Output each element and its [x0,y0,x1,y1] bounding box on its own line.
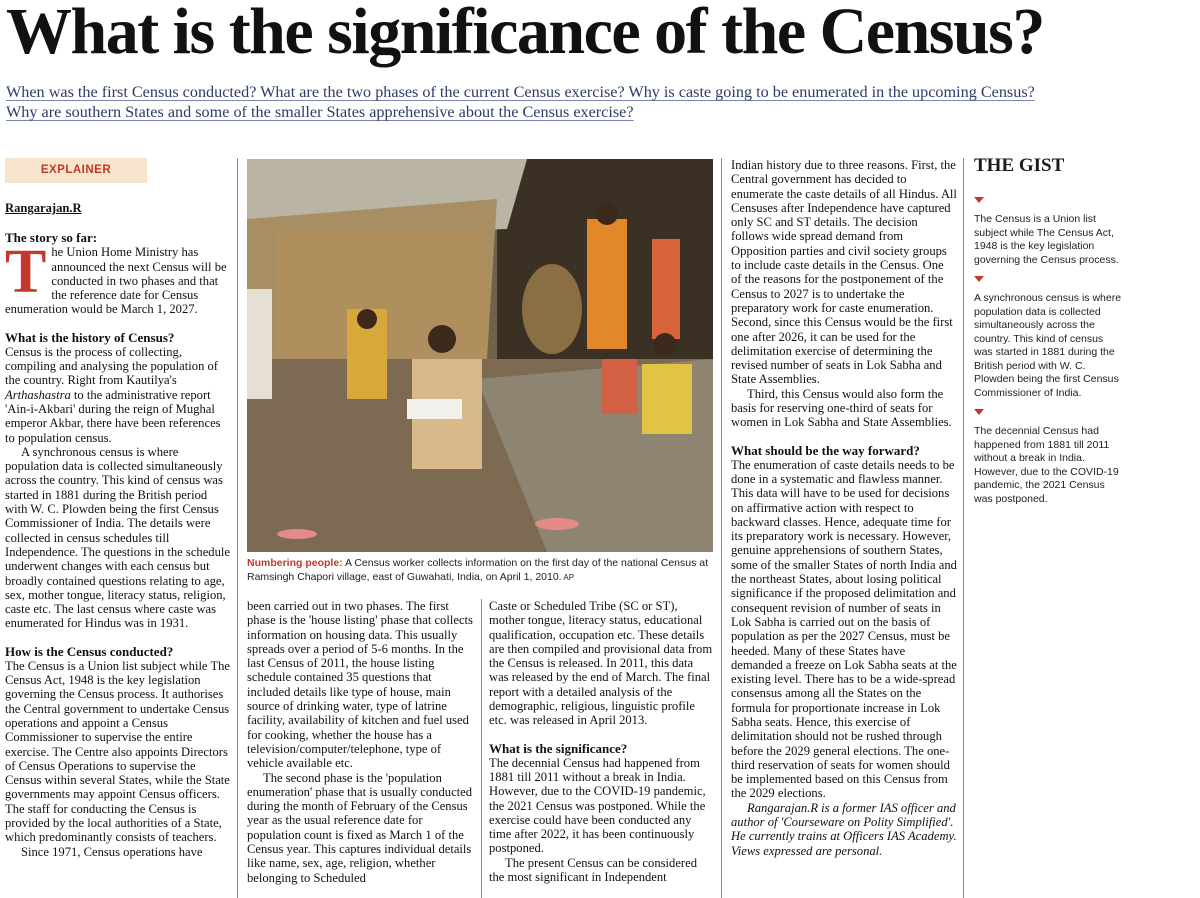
standfirst [6,82,1086,122]
column-divider [237,158,238,898]
gist-item [974,276,1124,400]
history-paragraph-2: A synchronous census is where population data is collected simultaneously across the country. This kind of census was started in 1881 during the British period with W. C. Plowden being the first Census Commissioner of India. The details were collected in census schedules till Independence. The questions in the schedule underwent changes with each census but broadly contained questions relating to age, sex, mother tongue, literacy status, religion, caste etc. The last census where caste was enumerated for Hindus was in 1931. [5,444,230,631]
phases-paragraph-2: The second phase is the 'population enumeration' phase that is usually conducted during the month of February of the Census year as the usual reference date for population count is fixed as March 1 of the Census year. This captures individual details like name, sex, age, religion, whether belonging to Scheduled [247,770,473,885]
triangle-down-icon [974,197,984,203]
conduct-paragraph-1: The Census is a Union list subject while The Census Act, 1948 is the key legislation governing the Census process. It authorises the Central government to undertake Census operations and appoint a Census Commissioner to supervise the entire exercise. The Centre also appoints Directors of Census Operations to supervise the Census within several States, while the State governments may appoint Census officers. The staff for conducting the Census is provided by the local authorities of a State, which predominantly consists of teachers. [5,658,231,845]
way-forward-heading: What should be the way forward? [731,442,920,458]
article-column-3 [489,599,715,884]
photo-credit: AP [561,573,575,582]
gist-item [974,197,1124,267]
drop-cap: T [5,238,47,307]
byline: Rangarajan.R [5,201,82,215]
history-paragraph-1: Census is the process of collecting, compiling and analysing the population of the country. Right from Kautilya's Arthashastra to the administrative report 'Ain-i-Akbari' during the reign of Mughal emperor Akbar, there have been references to population census. [5,344,221,445]
census-photo [247,159,713,552]
article-column-4 [731,158,957,858]
author-note: Rangarajan.R is a former IAS officer and author of 'Courseware on Polity Simplified'. He currently trains at Officers IAS Academy. Views expressed are personal. [731,800,957,858]
significance-paragraph-1: The decennial Census had happened from 1881 till 2011 without a break in India. However, due to the COVID-19 pandemic, the 2021 Census was postponed. While the exercise could have been conducted any time after 2022, it has been continuously postponed. [489,755,706,856]
reasons-paragraph-2: Third, this Census would also form the basis for reserving one-third of seats for women in Lok Sabha and State Assemblies. [731,386,952,430]
gist-item-text: The Census is a Union list subject while The Census Act, 1948 is the key legislation governing the Census process. [974,213,1119,266]
gist-title: THE GIST [974,155,1065,176]
headline: What is the significance of the Census? [6,0,1044,68]
standfirst-line-2: Why are southern States and some of the smaller States apprehensive about the Census exercise? [6,103,634,121]
gist-item [974,409,1124,506]
caption-text: A Census worker collects information on the first day of the national Census at Ramsingh Chapori village, east of Guwahati, India, on April 1, 2010. [247,557,709,583]
triangle-down-icon [974,409,984,415]
the-gist-box [974,155,1124,515]
article-column-2 [247,599,475,885]
story-so-far-heading: The story so far: [5,230,98,246]
triangle-down-icon [974,276,984,282]
explainer-tag: EXPLAINER [5,158,147,183]
reasons-paragraph-1: Indian history due to three reasons. First, the Central government has decided to enumerate the caste details of all Hindus. All Censuses after Independence have captured only SC and ST details. The decision follows wide spread demand from Opposition parties and civil society groups to include caste details in the Census. One of the reasons for the postponement of the Census to 2027 is to undertake the preparatory work for caste enumeration. Second, since this Census would be the first one after 2026, it can be used for the delimitation exercise of determining the revised number of seats in Lok Sabha and State Assemblies. [731,158,957,387]
caption-lead: Numbering people: [247,557,343,569]
significance-paragraph-2: The present Census can be considered the most significant in Independent [489,855,697,885]
column-divider [721,158,722,898]
photo-caption [247,556,713,585]
photo-illustration [247,159,713,552]
gist-item-text: A synchronous census is where population data is collected simultaneously across the country. This kind of census was started in 1881 during the British period with W. C. Plowden being the first Census Commissioner of India. [974,292,1122,399]
story-so-far-text: The Union Home Ministry has announced the next Census will be conducted in two phases and that the reference date for Census enumeration would be March 1, 2027. [5,238,227,317]
history-heading: What is the history of Census? [5,329,175,345]
conduct-heading: How is the Census conducted? [5,643,174,659]
column-divider [963,158,964,898]
way-forward-paragraph: The enumeration of caste details needs to be done in a systematic and flawless manner. This data will have to be used for decisions on affirmative action with respect to backward classes. Hence, adequate time for its preparatory work is necessary. However, genuine apprehensions of southern States, some of the smaller States of north India and the northeast States, about losing political significance if the proposed delimitation and consequent revision of number of seats in Lok Sabha is carried out on the basis of population as per the 2027 Census, must be heeded. Many of these States have demanded a freeze on Lok Sabha seats at the existing level. There has to be a wide-spread consensus among all the States on the formula for proportionate increase in Lok Sabha seats. Hence, this exercise of delimitation should not be rushed through before the 2029 general elections. The one-third reservation of seats for women should be implemented based on this Census from the 2029 elections. [731,457,957,801]
column-divider [481,599,482,898]
phases-paragraph-1: been carried out in two phases. The first phase is the 'house listing' phase that collects information on housing data. This usually spreads over a period of 5-6 months. In the last Census of 2011, the house listing schedule contained 35 questions that included details like type of house, main source of drinking water, type of latrine facility, availability of kitchen and fuel used for cooking, whether the house has a television/computer/telephone, type of vehicle available etc. [247,599,473,771]
standfirst-line-1: When was the first Census conducted? What are the two phases of the current Census exercise? Why is caste going to be enumerated in the upcoming Census? [6,83,1035,101]
article-column-1 [5,158,231,859]
gist-item-text: The decennial Census had happened from 1881 till 2011 without a break in India. However, due to the COVID-19 pandemic, the 2021 Census was postponed. [974,425,1119,505]
significance-heading: What is the significance? [489,740,628,756]
enumeration-paragraph: Caste or Scheduled Tribe (SC or ST), mother tongue, literacy status, educational qualification, occupation etc. These details are then compiled and provisional data from the Census is released. In 2011, this data was released by the end of March. The final report with a detailed analysis of the demographic, religious, linguistic profile etc. was released in April 2013. [489,599,713,728]
conduct-paragraph-2: Since 1971, Census operations have [21,844,203,859]
